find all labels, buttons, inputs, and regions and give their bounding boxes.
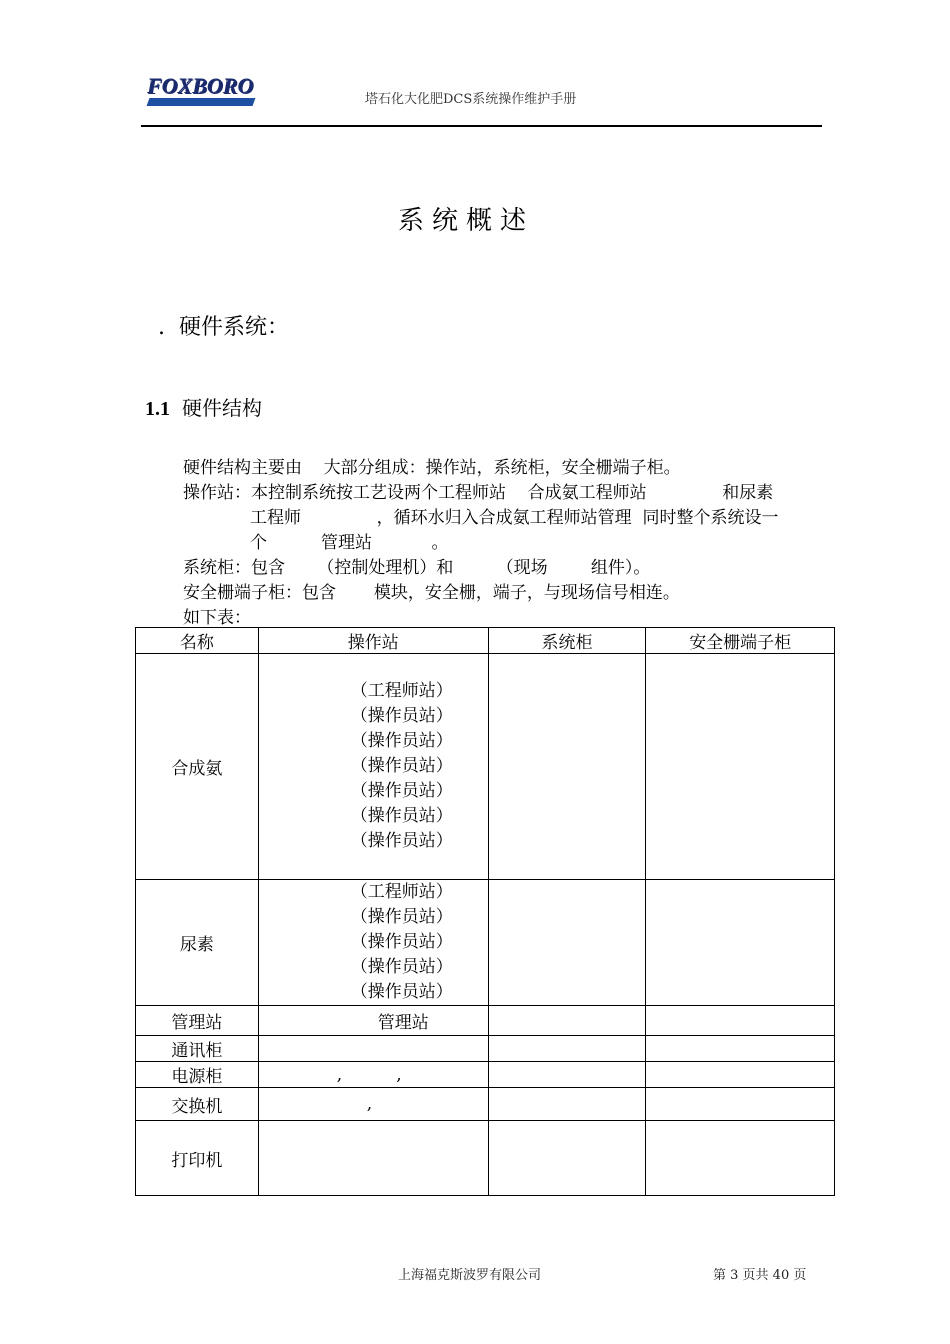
- table-row-urea: [136, 880, 835, 1006]
- system-cabinet-cell: [488, 1006, 646, 1036]
- station-cell: [258, 880, 488, 1006]
- table-row-management: [136, 1006, 835, 1036]
- table-row-power-cabinet: [136, 1062, 835, 1088]
- station-item: （操作员站）: [350, 756, 453, 776]
- barrier-cabinet-cell: [646, 1088, 835, 1121]
- header-barrier-cabinet: 安全栅端子柜: [646, 628, 835, 654]
- station-cell: 管理站: [258, 1006, 488, 1036]
- footer-company: 上海福克斯波罗有限公司: [398, 1268, 542, 1283]
- station-item: （操作员站）: [350, 982, 453, 1002]
- system-cabinet-cell: [488, 654, 646, 880]
- chapter-title: 系统概述: [398, 206, 535, 236]
- barrier-cabinet-cell: [646, 1062, 835, 1088]
- system-cabinet-cell: [488, 1062, 646, 1088]
- station-list: [259, 679, 488, 854]
- row-name: 电源柜: [136, 1062, 259, 1088]
- logo-text: FOXBORO: [148, 74, 255, 99]
- section-1-number: .: [158, 315, 165, 340]
- paragraph-7: 如下表：: [183, 608, 251, 628]
- paragraph-5: 系统柜：包含 （控制处理机）和 （现场 组件）。: [183, 558, 651, 578]
- station-item: （工程师站）: [350, 882, 453, 902]
- station-item: （操作员站）: [350, 831, 453, 851]
- barrier-cabinet-cell: [646, 1036, 835, 1062]
- header-operator-station: 操作站: [258, 628, 488, 654]
- section-1-1-heading: [145, 392, 262, 421]
- station-item: （工程师站）: [350, 681, 453, 701]
- table-row-printer: [136, 1121, 835, 1196]
- system-cabinet-cell: [488, 1088, 646, 1121]
- paragraph-3: 工程师 ，循环水归入合成氨工程师站管理 同时整个系统设一: [250, 508, 779, 528]
- footer-page-number: 第 3 页共 40 页: [713, 1268, 807, 1283]
- barrier-cabinet-cell: [646, 654, 835, 880]
- row-name: 管理站: [136, 1006, 259, 1036]
- row-name: 通讯柜: [136, 1036, 259, 1062]
- barrier-cabinet-cell: [646, 880, 835, 1006]
- station-cell: [258, 654, 488, 880]
- station-item: （操作员站）: [350, 781, 453, 801]
- table-header-row: [136, 628, 835, 654]
- station-item: （操作员站）: [350, 731, 453, 751]
- table-row-comm-cabinet: [136, 1036, 835, 1062]
- station-item: （操作员站）: [350, 907, 453, 927]
- section-1-1-number: 1.1: [145, 398, 170, 420]
- station-item: （操作员站）: [350, 932, 453, 952]
- row-name: 打印机: [136, 1121, 259, 1196]
- station-cell: [258, 1036, 488, 1062]
- table-row-ammonia: [136, 654, 835, 880]
- header-title: 塔石化大化肥DCS系统操作维护手册: [365, 92, 577, 107]
- system-cabinet-cell: [488, 1121, 646, 1196]
- barrier-cabinet-cell: [646, 1006, 835, 1036]
- station-item: （操作员站）: [350, 806, 453, 826]
- section-1-title: 硬件系统：: [179, 315, 290, 340]
- paragraph-4: 个 管理站 。: [250, 533, 449, 553]
- station-item: （操作员站）: [350, 957, 453, 977]
- station-list: [259, 880, 488, 1005]
- station-cell: ,: [258, 1088, 488, 1121]
- row-name: 合成氨: [136, 654, 259, 880]
- foxboro-logo: [148, 74, 260, 110]
- table-row-switch: [136, 1088, 835, 1121]
- station-item: （操作员站）: [350, 706, 453, 726]
- section-1-1-title: 硬件结构: [182, 396, 262, 420]
- station-cell: [258, 1121, 488, 1196]
- paragraph-1: 硬件结构主要由 大部分组成：操作站，系统柜，安全栅端子柜。: [183, 458, 681, 478]
- barrier-cabinet-cell: [646, 1121, 835, 1196]
- paragraph-6: 安全栅端子柜：包含 模块，安全栅，端子，与现场信号相连。: [183, 583, 680, 603]
- header-system-cabinet: 系统柜: [488, 628, 646, 654]
- header-divider: [141, 125, 822, 127]
- system-cabinet-cell: [488, 880, 646, 1006]
- hardware-table: [135, 627, 835, 1196]
- paragraph-2: 操作站：本控制系统按工艺设两个工程师站 合成氨工程师站 和尿素: [183, 483, 774, 503]
- header-name: 名称: [136, 628, 259, 654]
- row-name: 尿素: [136, 880, 259, 1006]
- row-name: 交换机: [136, 1088, 259, 1121]
- station-cell: , ,: [258, 1062, 488, 1088]
- section-1-heading: [158, 310, 289, 341]
- system-cabinet-cell: [488, 1036, 646, 1062]
